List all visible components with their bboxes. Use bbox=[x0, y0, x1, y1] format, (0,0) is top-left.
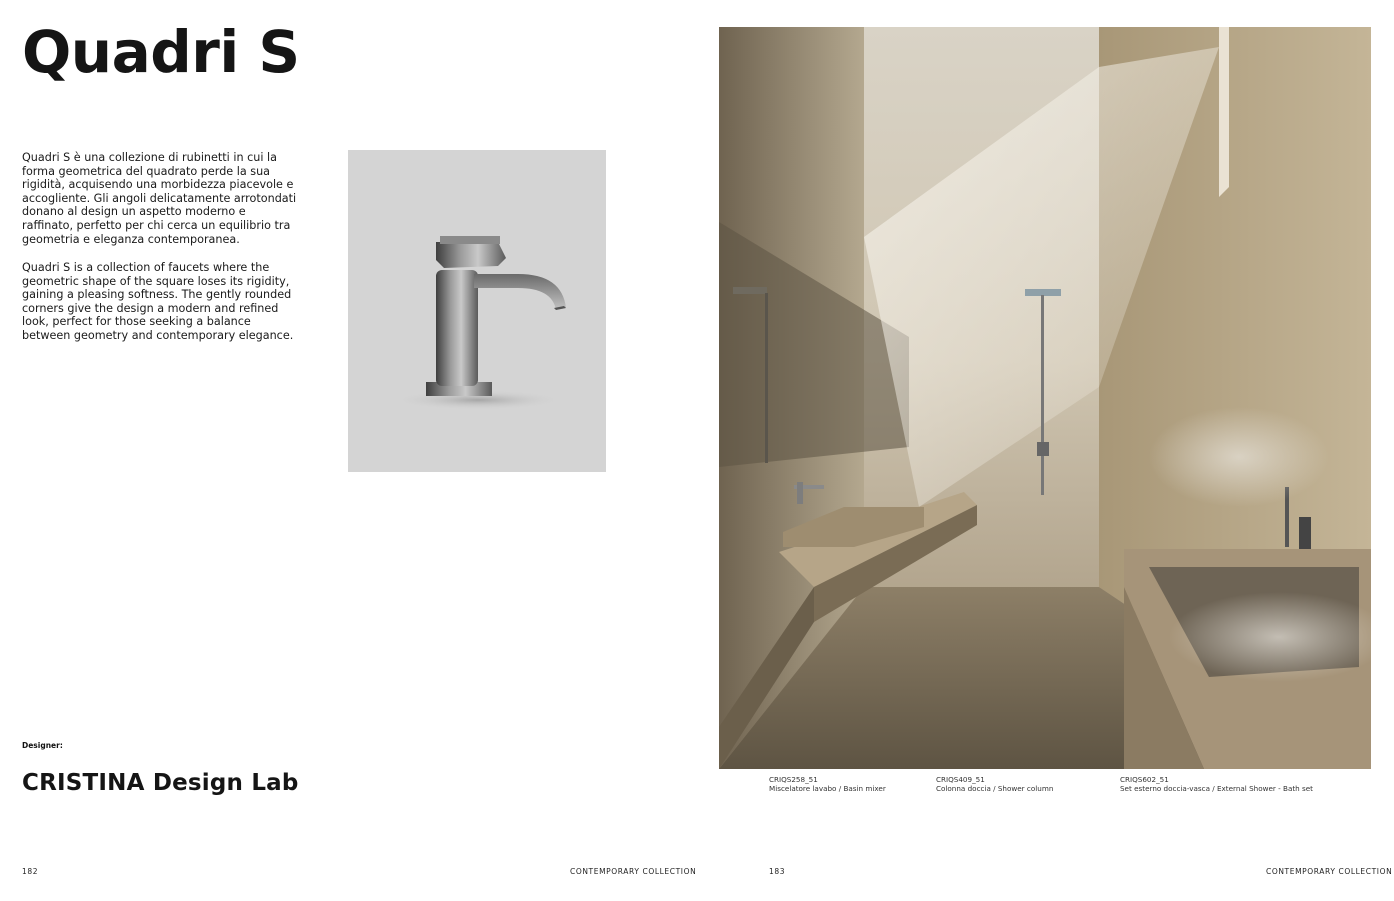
caption-code: CRIQS409_51 bbox=[936, 775, 985, 784]
caption-code: CRIQS258_51 bbox=[769, 775, 818, 784]
caption-name: Miscelatore lavabo / Basin mixer bbox=[769, 784, 886, 793]
caption-name: Set esterno doccia-vasca / External Shower - Bath set bbox=[1120, 784, 1313, 793]
bathroom-illustration bbox=[719, 27, 1371, 769]
collection-label-left: CONTEMPORARY COLLECTION bbox=[570, 867, 697, 876]
caption-code: CRIQS602_51 bbox=[1120, 775, 1169, 784]
caption-name: Colonna doccia / Shower column bbox=[936, 784, 1054, 793]
description-italian: Quadri S è una collezione di rubinetti in cui la forma geometrica del quadrato perde la sua rigidità, acquisendo una morbidezza piacevole e accogliente. Gli angoli delicatamente arrotondati donano al design un aspetto moderno e raffinato, perfetto per chi cerca un equilibrio tra geometria e eleganza contemporanea. bbox=[22, 151, 297, 246]
caption-shower-column bbox=[936, 775, 1053, 793]
designer-label: Designer: bbox=[22, 741, 63, 750]
caption-bath-set bbox=[1120, 775, 1313, 793]
page-title: Quadri S bbox=[22, 18, 300, 86]
caption-basin-mixer bbox=[769, 775, 886, 793]
product-image-basin-mixer bbox=[348, 150, 606, 472]
collection-label-right: CONTEMPORARY COLLECTION bbox=[1266, 867, 1393, 876]
page-number-right: 183 bbox=[769, 867, 786, 876]
page-number-left: 182 bbox=[22, 867, 39, 876]
faucet-illustration bbox=[348, 150, 606, 472]
bathroom-photo bbox=[719, 27, 1371, 769]
description-english: Quadri S is a collection of faucets where the geometric shape of the square loses its rigidity, gaining a pleasing softness. The gently rounded corners give the design a modern and refined look, perfect for those seeking a balance between geometry and contemporary elegance. bbox=[22, 261, 294, 342]
designer-name: CRISTINA Design Lab bbox=[22, 770, 299, 796]
